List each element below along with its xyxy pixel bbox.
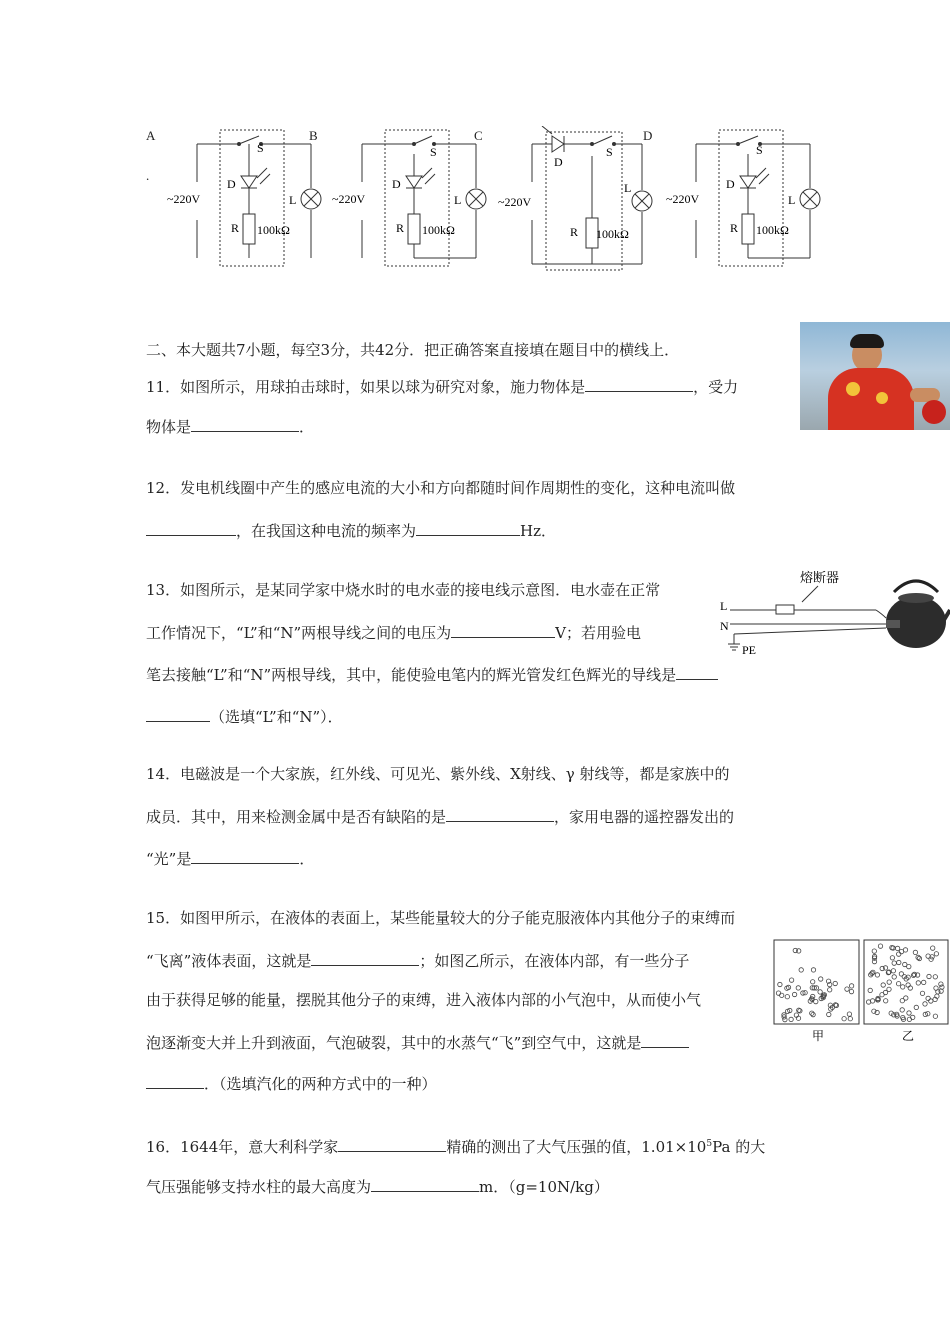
question-15-line5: [146, 1073, 437, 1094]
answer-blank-q13-1[interactable]: [451, 622, 555, 638]
circuit-diagram-a: [165, 126, 325, 271]
q13-text: V；若用验电: [555, 624, 642, 642]
diode-label: D: [392, 177, 401, 191]
q16-text: 16．1644年，意大利科学家: [146, 1138, 339, 1156]
answer-blank-q15-1[interactable]: [311, 950, 419, 966]
q13-text: 笔去接触“L”和“N”两根导线，其中，能使验电笔内的辉光管发红色辉光的导线是: [146, 666, 677, 684]
q11-text: ．: [299, 418, 315, 436]
wire-label-pe: PE: [742, 643, 757, 657]
switch-label: S: [430, 145, 437, 159]
circuit-diagram-c: [496, 126, 656, 276]
voltage-label: ~220V: [332, 192, 366, 206]
q12-text: ，在我国这种电流的频率为: [236, 522, 417, 540]
q14-text: “光”是: [146, 850, 192, 868]
q11-text: ，受力: [693, 378, 739, 396]
question-13-line1: 13．如图所示，是某同学家中烧水时的电水壶的接电线示意图．电水壶在正常: [146, 581, 661, 599]
question-16-line2: [146, 1176, 609, 1197]
circuit-diagram-d: [664, 126, 824, 271]
q11-text: 物体是: [146, 418, 192, 436]
resistance-label: 100kΩ: [596, 227, 629, 241]
q14-text: ，家用电器的遥控器发出的: [554, 808, 735, 826]
question-15-line2: [146, 950, 689, 971]
question-13-line4: [146, 706, 343, 727]
exponent: 5: [706, 1139, 713, 1149]
resistance-label: 100kΩ: [422, 223, 455, 237]
question-15-line1: 15．如图甲所示，在液体的表面上，某些能量较大的分子能克服液体内其他分子的束缚而: [146, 909, 736, 927]
lamp-label: L: [289, 193, 297, 207]
voltage-label: ~220V: [666, 192, 700, 206]
q12-text: Hz．: [520, 522, 556, 540]
question-11-line2: [146, 416, 314, 437]
circuit-diagram-b: [330, 126, 490, 271]
diode-label: D: [227, 177, 236, 191]
option-label-a: A: [146, 128, 156, 143]
kettle-wiring-diagram: [716, 562, 950, 662]
wire-label-l: L: [720, 599, 728, 613]
question-12-line2: [146, 520, 556, 541]
resistor-label: R: [570, 225, 579, 239]
wire-label-n: N: [720, 619, 729, 633]
q13-text: （选填“L”和“N”）．: [210, 708, 343, 726]
q16-text: 气压强能够支持水柱的最大高度为: [146, 1178, 372, 1196]
figure-label-yi: 乙: [902, 1029, 915, 1043]
lamp-label: L: [788, 193, 796, 207]
option-label-b: B: [309, 128, 318, 143]
q16-text: 精确的测出了大气压强的值，1.01×10: [446, 1138, 707, 1156]
q15-text: “飞离”液体表面，这就是: [146, 952, 312, 970]
answer-blank-q15-2b[interactable]: [146, 1073, 204, 1089]
question-16-line1: [146, 1134, 765, 1157]
fuse-label: 熔断器: [800, 570, 840, 585]
table-tennis-photo: [800, 322, 950, 430]
question-14-line1: 14．电磁波是一个大家族，红外线、可见光、紫外线、X射线、γ 射线等，都是家族中的: [146, 765, 730, 783]
question-13-line2: [146, 622, 641, 643]
q15-text: 泡逐渐变大并上升到液面，气泡破裂，其中的水蒸气“飞”到空气中，这就是: [146, 1034, 642, 1052]
answer-blank-q13-2b[interactable]: [146, 706, 210, 722]
q11-text: 11．如图所示，用球拍击球时，如果以球为研究对象，施力物体是: [146, 378, 586, 396]
resistance-label: 100kΩ: [756, 223, 789, 237]
question-13-line3: [146, 664, 718, 685]
answer-blank-q13-2a[interactable]: [676, 664, 718, 680]
figure-label-jia: 甲: [812, 1029, 825, 1043]
q14-text: 成员．其中，用来检测金属中是否有缺陷的是: [146, 808, 447, 826]
q16-text: m．（g=10N/kg）: [479, 1178, 609, 1196]
question-15-line3: 由于获得足够的能量，摆脱其他分子的束缚，进入液体内部的小气泡中，从而使小气: [146, 991, 702, 1009]
lamp-label: L: [624, 181, 632, 195]
answer-blank-q12-1[interactable]: [146, 520, 236, 536]
diode-label: D: [726, 177, 735, 191]
option-label-c: C: [474, 128, 483, 143]
answer-blank-q11-2[interactable]: [191, 416, 299, 432]
question-14-line2: [146, 806, 734, 827]
resistor-label: R: [396, 221, 405, 235]
q15-text: ．（选填汽化的两种方式中的一种）: [204, 1075, 437, 1093]
answer-blank-q16-2[interactable]: [371, 1176, 479, 1192]
question-11-line1: [146, 376, 738, 397]
question-12-line1: 12．发电机线圈中产生的感应电流的大小和方向都随时间作周期性的变化，这种电流叫做: [146, 479, 736, 497]
section-header: 二、本大题共7小题，每空3分，共42分．把正确答案直接填在题目中的横线上．: [146, 341, 680, 359]
molecule-figure: [772, 938, 950, 1048]
answer-blank-q16-1[interactable]: [338, 1136, 446, 1152]
option-dot: .: [146, 168, 150, 183]
diode-label: D: [554, 155, 563, 169]
switch-label: S: [756, 143, 763, 157]
question-15-line4: [146, 1032, 689, 1053]
voltage-label: ~220V: [167, 192, 201, 206]
switch-label: S: [257, 141, 264, 155]
answer-blank-q12-2[interactable]: [416, 520, 520, 536]
resistance-label: 100kΩ: [257, 223, 290, 237]
answer-blank-q14-1[interactable]: [446, 806, 554, 822]
resistor-label: R: [730, 221, 739, 235]
answer-blank-q14-2[interactable]: [191, 848, 299, 864]
option-label-d: D: [643, 128, 653, 143]
voltage-label: ~220V: [498, 195, 532, 209]
q14-text: ．: [299, 850, 315, 868]
q16-text: Pa 的大: [712, 1138, 766, 1156]
lamp-label: L: [454, 193, 462, 207]
answer-blank-q15-2a[interactable]: [641, 1032, 689, 1048]
switch-label: S: [606, 145, 613, 159]
resistor-label: R: [231, 221, 240, 235]
q15-text: ；如图乙所示，在液体内部，有一些分子: [419, 952, 690, 970]
answer-blank-q11-1[interactable]: [585, 376, 693, 392]
q13-text: 工作情况下，“L”和“N”两根导线之间的电压为: [146, 624, 452, 642]
question-14-line3: [146, 848, 314, 869]
